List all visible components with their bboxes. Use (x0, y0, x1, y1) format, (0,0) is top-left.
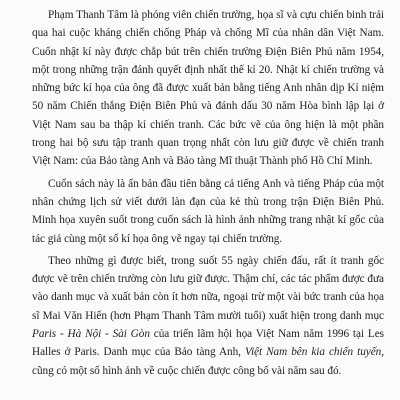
paragraph-1 (32, 6, 384, 171)
paragraph-3 (32, 252, 384, 380)
paragraph-2-text: Cuốn sách này là ấn bản đầu tiên bằng cả tiếng Anh và tiếng Pháp của một nhân chứng lịch sử viết dưới làn đạn của kẻ thù trong trận Điện Biên Phủ. Minh họa xuyên suốt trong cuốn sách là hình ảnh những trang nhật kí gốc của tác giả cùng một số kí họa ông vẽ ngay tại chiến trường. (32, 177, 384, 245)
paragraph-2 (32, 175, 384, 248)
body-text (32, 6, 384, 384)
paragraph-3-text-b: của triển lãm hội họa Việt Nam năm 1996 tại Les Halles ở Paris. Danh mục của Bảo tàng Anh, (32, 328, 384, 359)
exhibition-catalogue-title: Paris - Hà Nội - Sài Gòn (32, 328, 150, 341)
paragraph-3-text-a: Theo những gì được biết, trong suốt 55 ngày chiến đấu, rất ít tranh gốc được vẽ trên chiến trường còn lưu giữ được. Thậm chí, các tác phẩm được đưa vào danh mục và xuất bản còn ít hơn nữa, ngoại trừ một vài bức tranh của họa sĩ Mai Văn Hiến (hơn Phạm Thanh Tâm mười tuổi) xuất hiện trong danh mục (32, 254, 384, 322)
paragraph-1-text: Phạm Thanh Tâm là phóng viên chiến trường, họa sĩ và cựu chiến binh trải qua hai cuộc kháng chiến chống Pháp và chống Mĩ của nhân dân Việt Nam. Cuốn nhật kí này được chắp bút trên chiến trường Điện Biên Phủ năm 1954, một trong những trận đánh quyết định nhất thế kỉ 20. Nhật kí chiến trường và những bức kí họa của ông đã được xuất bản bằng tiếng Anh nhân dịp Kỉ niệm 50 năm Chiến thắng Điện Biên Phủ và đánh dấu 30 năm Hòa bình lập lại ở Việt Nam sau ba thập kỉ chiến tranh. Các bức vẽ của ông hiện là một phần trong hai bộ sưu tập tranh quan trọng nhất còn lưu giữ được về chiến tranh Việt Nam: của Bảo tàng Anh và Bảo tàng Mĩ thuật Thành phố Hồ Chí Minh. (32, 9, 384, 168)
paragraph-3-text-c: , cũng có một số hình ảnh về cuộc chiến được công bố vài năm sau đó. (32, 346, 384, 377)
museum-catalogue-title: Việt Nam bên kia chiến tuyến (244, 346, 382, 359)
